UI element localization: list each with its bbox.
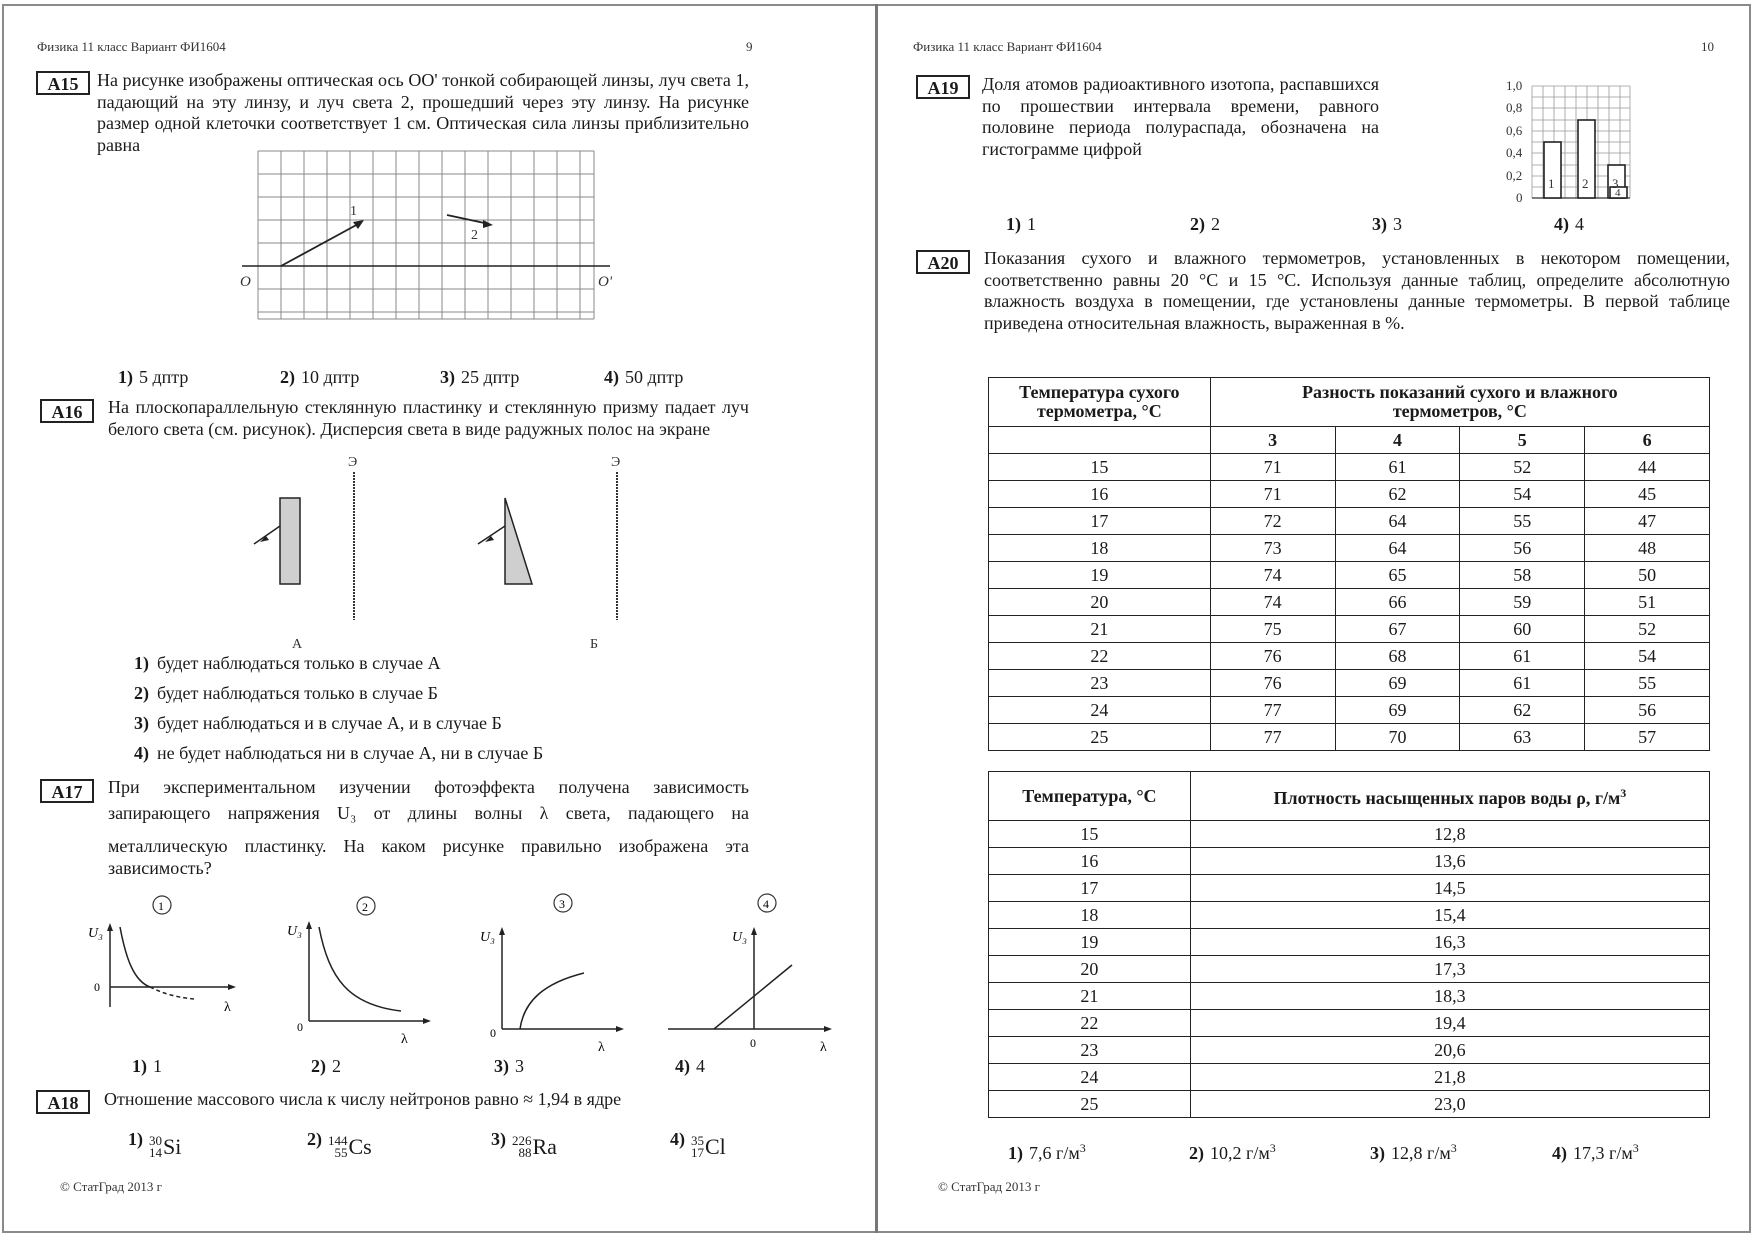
cell: 20 [989, 589, 1211, 616]
cell: 61 [1460, 670, 1585, 697]
charge-number: 17 [691, 1145, 704, 1160]
zero-label: 0 [297, 1020, 303, 1034]
a19-option-4[interactable] [1554, 214, 1584, 235]
option-number: 3) [1372, 214, 1387, 234]
dispersion-figure [244, 454, 664, 654]
axis-label-o: O [240, 274, 251, 290]
cell: 23 [989, 1037, 1191, 1064]
cell: 54 [1460, 481, 1585, 508]
graph-number: 3 [559, 897, 565, 911]
svg-text:0,4: 0,4 [1506, 145, 1523, 160]
nuclide-cs [328, 1134, 372, 1160]
cell: 61 [1460, 643, 1585, 670]
cell: 47 [1585, 508, 1710, 535]
header-density [1190, 772, 1709, 821]
superscript: 3 [1269, 1141, 1276, 1155]
question-label-a16: A16 [40, 399, 94, 423]
table-row [989, 902, 1710, 929]
cell: 16 [989, 481, 1211, 508]
option-number: 2) [307, 1129, 322, 1149]
cell: 13,6 [1190, 848, 1709, 875]
option-text: 25 дптр [461, 367, 520, 387]
a17-option-1[interactable] [132, 1056, 162, 1077]
cell: 71 [1210, 481, 1335, 508]
page-footer: © СтатГрад 2013 г [60, 1179, 162, 1194]
option-text: будет наблюдаться только в случае Б [157, 683, 438, 703]
option-text: 4 [1575, 214, 1584, 234]
case-label-a: А [292, 637, 303, 652]
cell: 18 [989, 902, 1191, 929]
nuclide-cl [691, 1134, 726, 1160]
table-row [989, 1091, 1710, 1118]
cell: 23,0 [1190, 1091, 1709, 1118]
header-dry-temp: Температура сухого термометра, °С [989, 378, 1211, 427]
x-axis-label: λ [401, 1032, 408, 1047]
question-label-a18: A18 [36, 1090, 90, 1114]
y-axis-label: U₃ [287, 924, 302, 939]
charge-number: 55 [334, 1145, 348, 1160]
x-axis-label: λ [224, 1000, 231, 1015]
relative-humidity-table [988, 377, 1710, 751]
cell: 21 [989, 616, 1211, 643]
mass-number: 30 [149, 1133, 162, 1148]
case-label-b: Б [590, 637, 599, 652]
y-axis-label: U₃ [88, 926, 103, 941]
axis-label-o-prime: O' [598, 274, 613, 290]
table-row [989, 508, 1710, 535]
question-label-a19: A19 [916, 75, 970, 99]
superscript: 3 [1450, 1141, 1457, 1155]
sub-header: 5 [1460, 427, 1585, 454]
table-row [989, 670, 1710, 697]
bar-label-3: 3 [1612, 176, 1619, 191]
cell: 72 [1210, 508, 1335, 535]
option-text: будет наблюдаться только в случае А [157, 653, 441, 673]
ray1-label: 1 [350, 204, 357, 219]
graph-number: 2 [362, 900, 368, 914]
option-text: 3 [1393, 214, 1402, 234]
option-number: 3) [494, 1056, 509, 1076]
question-text-a15: На рисунке изображены оптическая ось OO' тонкой собирающей линзы, луч света 1, падающий на эту линзу, и луч света 2, прошедший через эту линзу. На рисунке размер одной клеточки соответствует 1 см. Оптическая сила линзы приблизительно равна [97, 70, 749, 155]
element-symbol: Ra [532, 1134, 557, 1159]
page-number: 9 [746, 39, 753, 54]
cell: 69 [1335, 670, 1460, 697]
cell: 24 [989, 697, 1211, 724]
cell: 66 [1335, 589, 1460, 616]
svg-text:0,2: 0,2 [1506, 168, 1523, 183]
a19-option-1[interactable] [1006, 214, 1036, 235]
question-text-a17-line3: металлическую пластинку. На каком рисунке правильно изображена эта [108, 836, 749, 856]
cell: 68 [1335, 643, 1460, 670]
cell: 65 [1335, 562, 1460, 589]
empty-cell [989, 427, 1211, 454]
a17-option-2[interactable] [311, 1056, 341, 1077]
cell: 24 [989, 1064, 1191, 1091]
cell: 67 [1335, 616, 1460, 643]
cell: 19 [989, 929, 1191, 956]
option-text: 2 [1211, 214, 1220, 234]
cell: 70 [1335, 724, 1460, 751]
question-label-a15: A15 [36, 71, 90, 95]
a15-option-2[interactable] [280, 367, 359, 388]
cell: 22 [989, 1010, 1191, 1037]
option-number: 2) [1189, 1143, 1204, 1163]
page-header: Физика 11 класс Вариант ФИ1604 [37, 39, 226, 54]
table-row [989, 1037, 1710, 1064]
option-text: 1 [1027, 214, 1036, 234]
table-row [989, 535, 1710, 562]
mass-number: 226 [512, 1133, 532, 1148]
cell: 12,8 [1190, 821, 1709, 848]
cell: 45 [1585, 481, 1710, 508]
sub-header: 4 [1335, 427, 1460, 454]
question-text-a20: Показания сухого и влажного термометров, установленных в некотором помещении, соответственно равны 20 °С и 15 °С. Используя данные таблиц, определите абсолютную влажность воздуха в помещении, где установлены данные термометры. В первой таблице приведена относительная влажность, выраженная в %. [984, 248, 1730, 333]
photoeffect-graph-3 [464, 889, 634, 1055]
a17-option-4[interactable] [675, 1056, 705, 1077]
cell: 21 [989, 983, 1191, 1010]
svg-text:1,0: 1,0 [1506, 78, 1523, 93]
y-axis-label: U₃ [480, 930, 495, 945]
photoeffect-graph-2 [269, 889, 439, 1047]
cell: 14,5 [1190, 875, 1709, 902]
cell: 62 [1460, 697, 1585, 724]
option-text: 1 [153, 1056, 162, 1076]
table-row [989, 929, 1710, 956]
cell: 50 [1585, 562, 1710, 589]
option-text: 12,8 г/м [1391, 1143, 1451, 1163]
nuclide-si [149, 1134, 181, 1160]
saturated-vapor-density-table [988, 771, 1710, 1118]
option-text: будет наблюдаться и в случае А, и в случае Б [157, 713, 502, 733]
nuclide-ra [512, 1134, 557, 1160]
a19-option-2[interactable] [1190, 214, 1220, 235]
option-number: 1) [132, 1056, 147, 1076]
svg-text:0,8: 0,8 [1506, 100, 1523, 115]
mass-number: 35 [691, 1133, 704, 1148]
element-symbol: Cs [348, 1134, 372, 1159]
option-text: 10 дптр [301, 367, 360, 387]
bar-label-4: 4 [1615, 187, 1621, 199]
mass-number: 144 [328, 1133, 348, 1148]
table-row [989, 821, 1710, 848]
page-footer: © СтатГрад 2013 г [938, 1179, 1040, 1194]
cell: 55 [1460, 508, 1585, 535]
option-number: 4) [1552, 1143, 1567, 1163]
table-row [989, 1010, 1710, 1037]
sub-header: 3 [1210, 427, 1335, 454]
photoeffect-graph-1 [74, 889, 244, 1039]
option-text: 2 [332, 1056, 341, 1076]
photoeffect-graph-4 [664, 889, 844, 1055]
table-row [989, 697, 1710, 724]
option-number: 4) [670, 1129, 685, 1149]
table-row [989, 562, 1710, 589]
cell: 63 [1460, 724, 1585, 751]
a16-option-1[interactable] [134, 653, 441, 674]
x-axis-label: λ [598, 1040, 605, 1055]
header-temperature: Температура, °С [989, 772, 1191, 821]
cell: 18 [989, 535, 1211, 562]
a18-option-4[interactable] [670, 1129, 726, 1160]
cell: 52 [1585, 616, 1710, 643]
cell: 61 [1335, 454, 1460, 481]
graph-number: 4 [763, 897, 769, 911]
cell: 74 [1210, 589, 1335, 616]
option-number: 1) [128, 1129, 143, 1149]
right-page [878, 4, 1750, 1233]
a16-option-3[interactable] [134, 713, 502, 734]
zero-label: 0 [490, 1026, 496, 1040]
a15-option-4[interactable] [604, 367, 683, 388]
cell: 54 [1585, 643, 1710, 670]
question-text-a17-line1: При экспериментальном изучении фотоэффекта получена зависимость [108, 777, 749, 797]
option-number: 1) [118, 367, 133, 387]
lens-grid-figure [234, 149, 614, 324]
cell: 20 [989, 956, 1191, 983]
question-text-a17-line4: зависимость? [108, 858, 212, 878]
a20-option-2[interactable] [1189, 1141, 1276, 1164]
cell: 16,3 [1190, 929, 1709, 956]
cell: 75 [1210, 616, 1335, 643]
cell: 19,4 [1190, 1010, 1709, 1037]
cell: 15,4 [1190, 902, 1709, 929]
table-row [989, 643, 1710, 670]
charge-number: 88 [518, 1145, 532, 1160]
superscript: 3 [1079, 1141, 1086, 1155]
option-number: 3) [440, 367, 455, 387]
question-label-a20: A20 [916, 250, 970, 274]
option-number: 4) [604, 367, 619, 387]
a20-option-3[interactable] [1370, 1141, 1457, 1164]
option-number: 2) [311, 1056, 326, 1076]
option-text: 17,3 г/м [1573, 1143, 1633, 1163]
page-header: Физика 11 класс Вариант ФИ1604 [913, 39, 1102, 54]
cell: 56 [1460, 535, 1585, 562]
a15-option-1[interactable] [118, 367, 188, 388]
option-number: 1) [134, 653, 149, 673]
cell: 25 [989, 1091, 1191, 1118]
option-number: 2) [1190, 214, 1205, 234]
table-row [989, 875, 1710, 902]
question-text-a17-line2: запирающего напряжения U₃ от длины волны λ света, падающего на [108, 803, 749, 823]
cell: 64 [1335, 508, 1460, 535]
cell: 62 [1335, 481, 1460, 508]
option-text: 4 [696, 1056, 705, 1076]
option-number: 3) [1370, 1143, 1385, 1163]
header-difference: Разность показаний сухого и влажного термометров, °С [1210, 378, 1709, 427]
cell: 77 [1210, 724, 1335, 751]
superscript: 3 [1632, 1141, 1639, 1155]
screen-label-b: Э [611, 455, 621, 470]
a20-option-1[interactable] [1008, 1141, 1086, 1164]
a16-option-2[interactable] [134, 683, 438, 704]
charge-number: 14 [149, 1145, 162, 1160]
a18-option-2[interactable] [307, 1129, 372, 1160]
a18-option-1[interactable] [128, 1129, 181, 1160]
x-axis-label: λ [820, 1040, 827, 1055]
table-row [989, 956, 1710, 983]
decay-histogram [1506, 78, 1636, 208]
cell: 58 [1460, 562, 1585, 589]
element-symbol: Cl [705, 1134, 726, 1159]
table-row [989, 481, 1710, 508]
option-text: 5 дптр [139, 367, 189, 387]
page-number: 10 [1701, 39, 1714, 54]
cell: 71 [1210, 454, 1335, 481]
cell: 15 [989, 454, 1211, 481]
cell: 57 [1585, 724, 1710, 751]
cell: 52 [1460, 454, 1585, 481]
element-symbol: Si [163, 1134, 182, 1159]
option-number: 4) [134, 743, 149, 763]
option-text: 7,6 г/м [1029, 1143, 1080, 1163]
header-density-text: Плотность насыщенных паров воды ρ, г/м [1273, 788, 1621, 808]
cell: 59 [1460, 589, 1585, 616]
bar-label-2: 2 [1582, 176, 1589, 191]
option-number: 4) [675, 1056, 690, 1076]
cell: 25 [989, 724, 1211, 751]
option-number: 2) [134, 683, 149, 703]
bar-label-1: 1 [1548, 176, 1555, 191]
cell: 48 [1585, 535, 1710, 562]
cell: 15 [989, 821, 1191, 848]
y-axis-label: U₃ [732, 930, 747, 945]
question-text-a18: Отношение массового числа к числу нейтронов равно ≈ 1,94 в ядре [104, 1089, 622, 1109]
option-number: 3) [491, 1129, 506, 1149]
question-text-a19: Доля атомов радиоактивного изотопа, распавшихся по прошествии интервала времени, равного половине периода полураспада, обозначена на гистограмме цифрой [982, 74, 1379, 159]
a16-option-4[interactable] [134, 743, 543, 764]
superscript: 3 [1620, 786, 1627, 800]
sub-header: 6 [1585, 427, 1710, 454]
cell: 20,6 [1190, 1037, 1709, 1064]
a20-option-4[interactable] [1552, 1141, 1639, 1164]
cell: 69 [1335, 697, 1460, 724]
option-number: 3) [134, 713, 149, 733]
question-text-a16: На плоскопараллельную стеклянную пластинку и стеклянную призму падает луч белого света (см. рисунок). Дисперсия света в виде радужных полос на экране [108, 397, 749, 439]
a17-option-3[interactable] [494, 1056, 524, 1077]
option-number: 4) [1554, 214, 1569, 234]
option-number: 2) [280, 367, 295, 387]
table-row [989, 848, 1710, 875]
cell: 17,3 [1190, 956, 1709, 983]
cell: 77 [1210, 697, 1335, 724]
cell: 21,8 [1190, 1064, 1709, 1091]
cell: 44 [1585, 454, 1710, 481]
cell: 55 [1585, 670, 1710, 697]
zero-label: 0 [750, 1036, 756, 1050]
cell: 76 [1210, 670, 1335, 697]
svg-text:0,6: 0,6 [1506, 123, 1523, 138]
table-row [989, 983, 1710, 1010]
cell: 17 [989, 508, 1211, 535]
option-number: 1) [1008, 1143, 1023, 1163]
cell: 23 [989, 670, 1211, 697]
cell: 76 [1210, 643, 1335, 670]
left-page [4, 4, 875, 1233]
option-text: 3 [515, 1056, 524, 1076]
cell: 16 [989, 848, 1191, 875]
table-row [989, 589, 1710, 616]
table-row [989, 616, 1710, 643]
cell: 19 [989, 562, 1211, 589]
svg-text:0: 0 [1516, 190, 1523, 205]
screen-label-a: Э [348, 455, 358, 470]
cell: 17 [989, 875, 1191, 902]
graph-number: 1 [158, 899, 164, 913]
table-row [989, 454, 1710, 481]
cell: 73 [1210, 535, 1335, 562]
a19-option-3[interactable] [1372, 214, 1402, 235]
cell: 74 [1210, 562, 1335, 589]
cell: 64 [1335, 535, 1460, 562]
option-text: 10,2 г/м [1210, 1143, 1270, 1163]
table-row [989, 1064, 1710, 1091]
cell: 22 [989, 643, 1211, 670]
a18-option-3[interactable] [491, 1129, 557, 1160]
ray2-label: 2 [471, 228, 478, 243]
question-label-a17: A17 [40, 779, 94, 803]
table-row [989, 724, 1710, 751]
cell: 56 [1585, 697, 1710, 724]
cell: 51 [1585, 589, 1710, 616]
option-text: не будет наблюдаться ни в случае А, ни в случае Б [157, 743, 544, 763]
option-text: 50 дптр [625, 367, 684, 387]
cell: 60 [1460, 616, 1585, 643]
option-number: 1) [1006, 214, 1021, 234]
zero-label: 0 [94, 980, 100, 994]
a15-option-3[interactable] [440, 367, 519, 388]
cell: 18,3 [1190, 983, 1709, 1010]
